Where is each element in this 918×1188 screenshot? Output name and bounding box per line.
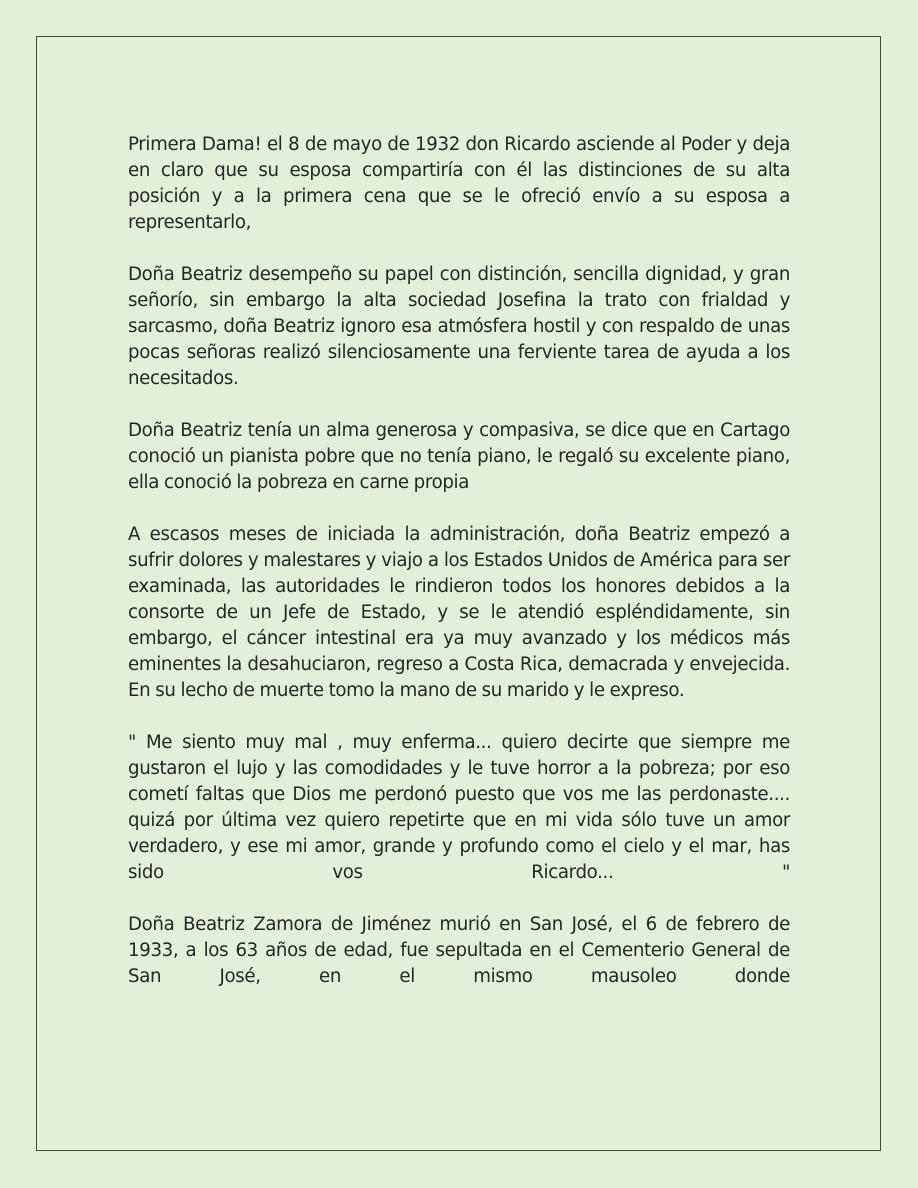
paragraph-final-words-quote: " Me siento muy mal , muy enferma... quiero decirte que siempre me gustaron el lujo y las comodidades y le tuve horror a la pobreza; por eso cometí faltas que Dios me perdonó puesto que vos me las perdonaste.... quizá por última vez quiero repetirte que en mi vida sólo tuve un amor verdadero, y ese mi amor, grande y profundo como el cielo y el mar, has sido vos Ricardo... " bbox=[128, 732, 790, 883]
paragraph-illness: A escasos meses de iniciada la administración, doña Beatriz empezó a sufrir dolores y malestares y viajo a los Estados Unidos de América para ser examinada, las autoridades le rindieron todos los honores debidos a la consorte de un Jefe de Estado, y se le atendió espléndidamente, sin embargo, el cáncer intestinal era ya muy avanzado y los médicos más eminentes la desahuciaron, regreso a Costa Rica, demacrada y envejecida. En su lecho de muerte tomo la mano de su marido y le expreso. bbox=[128, 524, 790, 701]
paragraph-first-lady: Primera Dama! el 8 de mayo de 1932 don Ricardo asciende al Poder y deja en claro que su esposa compartiría con él las distinciones de su alta posición y a la primera cena que se le ofreció envío a su esposa a representarlo, bbox=[128, 134, 790, 233]
paragraph-generosity: Doña Beatriz tenía un alma generosa y compasiva, se dice que en Cartago conoció un pianista pobre que no tenía piano, le regaló su excelente piano, ella conoció la pobreza en carne propia bbox=[128, 420, 790, 493]
document-body bbox=[128, 132, 790, 1016]
paragraph-death-and-burial: Doña Beatriz Zamora de Jiménez murió en San José, el 6 de febrero de 1933, a los 63 años de edad, fue sepultada en el Cementerio General de San José, en el mismo mausoleo donde bbox=[128, 914, 790, 987]
paragraph-role-as-first-lady: Doña Beatriz desempeño su papel con distinción, sencilla dignidad, y gran señorío, sin embargo la alta sociedad Josefina la trato con frialdad y sarcasmo, doña Beatriz ignoro esa atmósfera hostil y con respaldo de unas pocas señoras realizó silenciosamente una ferviente tarea de ayuda a los necesitados. bbox=[128, 264, 790, 389]
